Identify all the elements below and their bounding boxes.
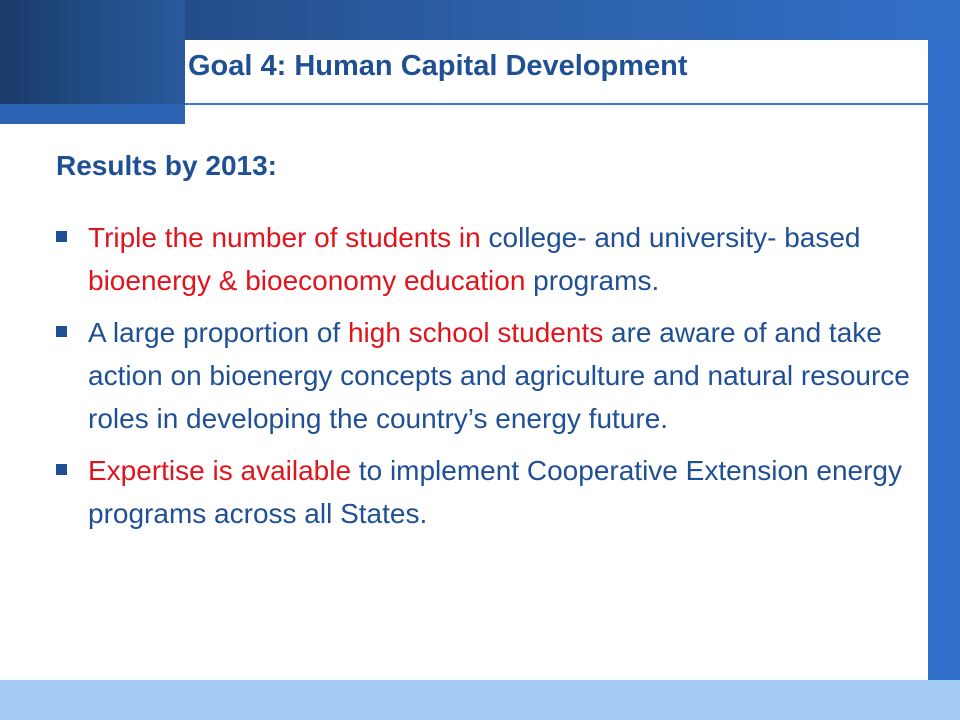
bullet-text-segment: Expertise is available bbox=[88, 455, 352, 486]
bullet-text-segment: bioenergy & bioeconomy education bbox=[88, 265, 526, 296]
bullet-text-segment: high school students bbox=[347, 317, 604, 348]
bullet-text-segment: college- and university- based bbox=[480, 222, 861, 253]
square-bullet-icon bbox=[56, 231, 67, 242]
right-side-bar bbox=[928, 40, 960, 680]
bullet-text-segment: programs. bbox=[525, 265, 660, 296]
results-heading: Results by 2013: bbox=[56, 150, 277, 181]
result-bullet-3 bbox=[52, 449, 932, 535]
square-bullet-icon bbox=[56, 464, 67, 475]
footer-band bbox=[0, 680, 960, 720]
square-bullet-icon bbox=[56, 326, 67, 337]
bullet-text-segment: are aware of and take action on bioenergy concepts and agriculture and natural resource roles in developing the country’s energy future. bbox=[88, 317, 910, 434]
bullet-text-segment: Triple the number of students in bbox=[88, 222, 481, 253]
bullet-text-segment: to implement Cooperative Extension energy programs across all States. bbox=[88, 455, 902, 529]
left-accent-bar bbox=[0, 104, 185, 124]
slide-title: Goal 4: Human Capital Development bbox=[188, 50, 688, 82]
header-corner-block bbox=[0, 0, 185, 104]
result-bullet-1 bbox=[52, 216, 932, 302]
result-bullet-2 bbox=[52, 311, 932, 440]
title-underline bbox=[185, 103, 928, 105]
results-list bbox=[52, 216, 932, 544]
bullet-text-segment: A large proportion of bbox=[88, 317, 348, 348]
